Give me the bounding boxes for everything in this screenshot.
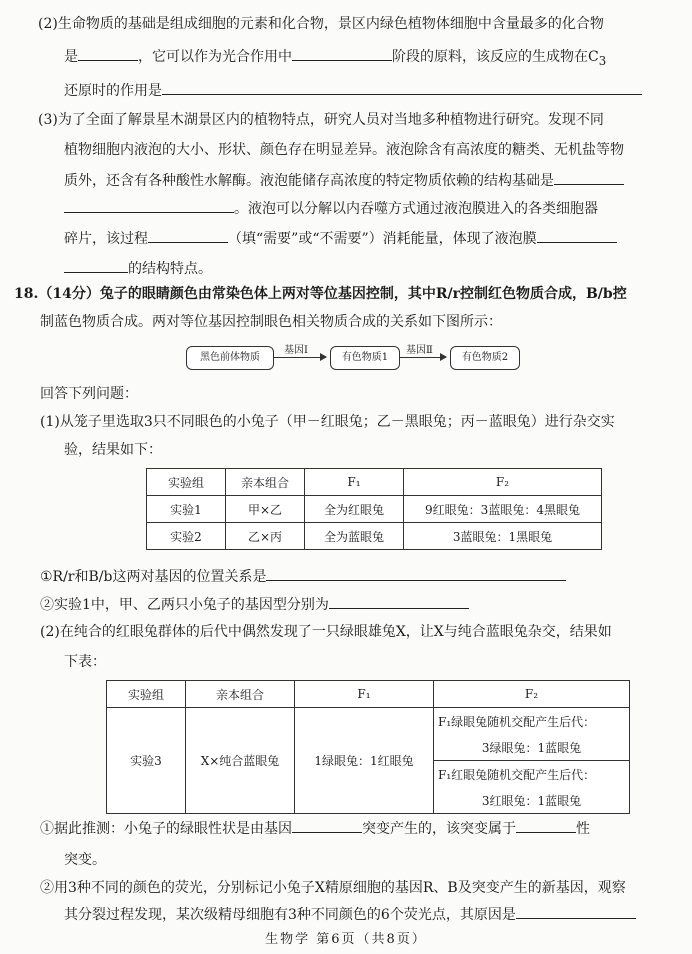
s1-line: [40, 566, 566, 587]
q3-blank-5[interactable]: [64, 258, 128, 273]
results-table-2: [106, 680, 630, 814]
t1-line: [40, 818, 590, 839]
results-table-1: [146, 468, 602, 550]
page-footer: 生物学 第6页（共8页）: [265, 932, 427, 947]
table-cell: 3绿眼兔：1蓝眼兔: [434, 734, 630, 761]
q3-blank-1[interactable]: [554, 170, 624, 185]
table1-header: F₂: [404, 469, 602, 496]
table2-header: 实验组: [107, 681, 186, 708]
table1-header: F₁: [305, 469, 404, 496]
s2-line: [40, 594, 469, 615]
table-cell: 实验3: [107, 708, 186, 814]
q3-line3: [64, 170, 624, 191]
flow-arrow-1: [274, 357, 326, 358]
q3-text-6: 的结构特点。: [128, 261, 212, 277]
table-cell: 3蓝眼兔：1黑眼兔: [404, 523, 602, 550]
table-cell: 全为蓝眼兔: [305, 523, 404, 550]
table-cell: 9红眼兔：3蓝眼兔：4黑眼兔: [404, 496, 602, 523]
q18-line2: 制蓝色物质合成。两对等位基因控制眼色相关物质合成的关系如下图所示：: [40, 314, 502, 330]
q3-text-3: 质外，还含有各种酸性水解酶。液泡能储存高浓度的特定物质依赖的结构基础是: [64, 173, 554, 189]
q2-sub: 3: [598, 53, 607, 68]
q3-blank-3[interactable]: [148, 228, 228, 243]
table-cell: 乙×丙: [226, 523, 305, 550]
table-row: [147, 523, 602, 550]
table-row: [107, 708, 630, 735]
q3-blank-4[interactable]: [537, 228, 617, 243]
table-cell: 实验2: [147, 523, 226, 550]
flow-gene-2: 基因Ⅱ: [406, 345, 433, 356]
q3-text-5b: （填“需要”或“不需要”）消耗能量，体现了液泡膜: [228, 231, 537, 247]
table-cell: X×纯合蓝眼兔: [186, 708, 295, 814]
q2-text-a: 是: [64, 49, 78, 65]
table-cell: 实验1: [147, 496, 226, 523]
t1-text-a: ①据此推测：小兔子的绿眼性状是由基因: [40, 821, 292, 837]
table-cell: 全为红眼兔: [305, 496, 404, 523]
s1-blank[interactable]: [266, 566, 566, 581]
t2-blank[interactable]: [516, 904, 636, 919]
q3-text-4: 。液泡可以分解以内吞噬方式通过液泡膜进入的各类细胞器: [234, 201, 598, 217]
q3-line5: [64, 228, 617, 249]
q2-blank-2[interactable]: [292, 46, 392, 61]
t2-line1: ②用3种不同的颜色的荧光，分别标记小兔子X精原细胞的基因R、B及突变产生的新基因，观察: [40, 880, 626, 896]
t1-text-c: 性: [576, 821, 590, 837]
table1-header: 亲本组合: [226, 469, 305, 496]
table2-header-row: [107, 681, 630, 708]
p1-line1: (1)从笼子里选取3只不同眼色的小兔子（甲－红眼兔；乙－黑眼兔；丙－蓝眼兔）进行杂交实: [40, 414, 615, 430]
q2-blank-3[interactable]: [162, 80, 642, 95]
q3-blank-2[interactable]: [64, 198, 234, 213]
q3-text-5a: 碎片，该过程: [64, 231, 148, 247]
t2-line2: [64, 904, 636, 925]
flow-gene-1: 基因Ⅰ: [284, 345, 308, 356]
q18-line1: 18.（14分）兔子的眼睛颜色由常染色体上两对等位基因控制，其中R/r控制红色物质合成，B/b控: [14, 286, 627, 302]
flow-box-substance2: 有色物质2: [450, 346, 520, 370]
t1-blank-1[interactable]: [292, 818, 362, 833]
t1-line-2: 突变。: [64, 852, 106, 868]
table2-header: F₁: [295, 681, 434, 708]
flow-box-precursor: 黑色前体物质: [186, 346, 274, 370]
q2-line2: [64, 46, 606, 71]
table-cell: 甲×乙: [226, 496, 305, 523]
table2-header: F₂: [434, 681, 630, 708]
q2-line3: [64, 80, 642, 101]
p1-line2: 验，结果如下：: [64, 442, 162, 458]
table-cell: F₁绿眼兔随机交配产生后代：: [434, 708, 630, 735]
q3-line6: [64, 258, 212, 279]
t1-blank-2[interactable]: [516, 818, 576, 833]
t2-text: 其分裂过程发现，某次级精母细胞有3种不同颜色的6个荧光点，其原因是: [64, 907, 516, 923]
s1-text: ①R/r和B/b这两对基因的位置关系是: [40, 569, 267, 585]
flow-box-substance1: 有色物质1: [330, 346, 400, 370]
q2-text-d: 还原时的作用是: [64, 83, 162, 99]
table-cell: 1绿眼兔：1红眼兔: [295, 708, 434, 814]
q2-line1: (2)生命物质的基础是组成细胞的元素和化合物，景区内绿色植物体细胞中含量最多的化合物: [38, 16, 604, 32]
table2-header: 亲本组合: [186, 681, 295, 708]
table-cell: 3红眼兔：1蓝眼兔: [434, 787, 630, 814]
table-cell: F₁红眼兔随机交配产生后代：: [434, 761, 630, 788]
q2-text-b: ，它可以作为光合作用中: [138, 49, 292, 65]
s2-blank[interactable]: [329, 594, 469, 609]
q3-line4: [64, 198, 598, 219]
s2-text: ②实验1中，甲、乙两只小兔子的基因型分别为: [40, 597, 329, 613]
flow-arrow-2: [400, 357, 446, 358]
q3-line1: (3)为了全面了解景星木湖景区内的植物特点，研究人员对当地多种植物进行研究。发现不同: [38, 112, 604, 128]
table-row: [147, 496, 602, 523]
q3-line2: 植物细胞内液泡的大小、形状、颜色存在明显差异。液泡除含有高浓度的糖类、无机盐等物: [64, 142, 624, 158]
p2-line1: (2)在纯合的红眼兔群体的后代中偶然发现了一只绿眼雄兔X，让X与纯合蓝眼兔杂交，结果如: [40, 624, 612, 640]
q2-text-c: 阶段的原料，该反应的生成物在C: [392, 49, 599, 65]
answer-prompt: 回答下列问题：: [40, 386, 138, 402]
q2-blank-1[interactable]: [78, 46, 138, 61]
p2-line2: 下表：: [64, 654, 106, 670]
t1-text-b: 突变产生的，该突变属于: [362, 821, 516, 837]
table1-header: 实验组: [147, 469, 226, 496]
table1-header-row: [147, 469, 602, 496]
